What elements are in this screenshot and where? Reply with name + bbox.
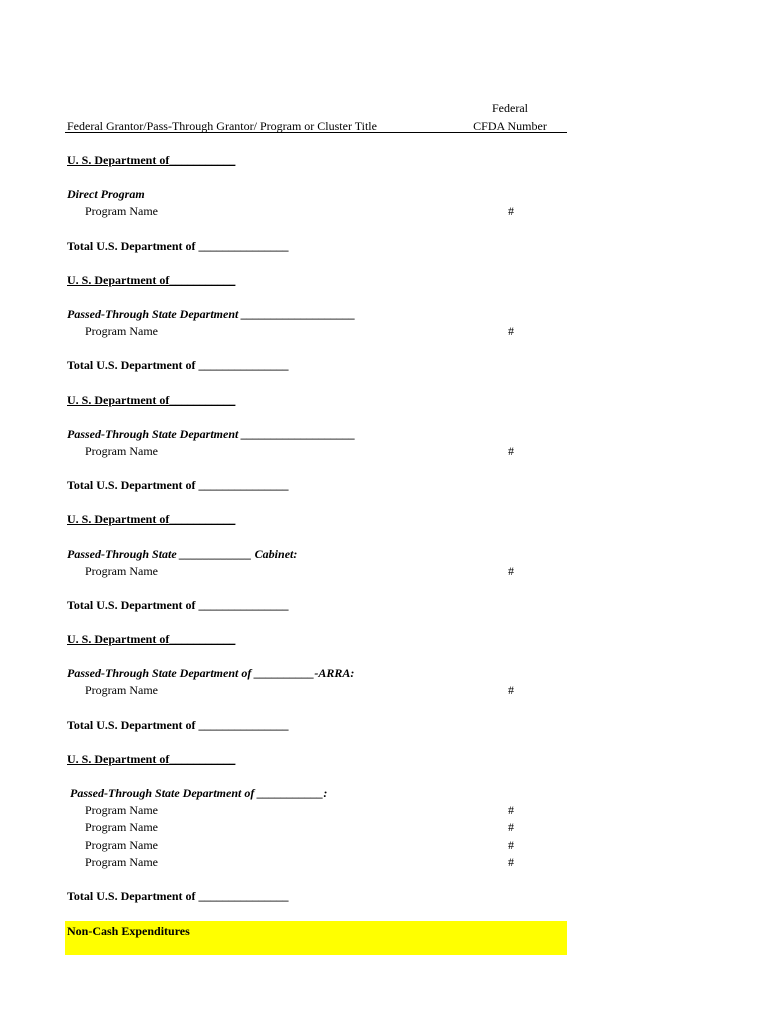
pass-through-heading: Passed-Through State Department of __________-ARRA: [67,666,355,680]
cfda-header-line2: CFDA Number [473,119,547,133]
department-total: Total U.S. Department of _______________ [67,598,289,612]
program-name: Program Name [85,444,158,458]
cfda-number: # [508,820,514,834]
pass-through-heading: Passed-Through State Department of ___________: [67,786,328,800]
pass-through-heading: Direct Program [67,187,145,201]
department-heading: U. S. Department of___________ [67,752,236,766]
pass-through-heading: Passed-Through State Department ___________________ [67,307,356,321]
program-name: Program Name [85,820,158,834]
program-name: Program Name [85,324,158,338]
department-total: Total U.S. Department of _______________ [67,239,289,253]
cfda-number: # [508,855,514,869]
non-cash-expenditures-label: Non-Cash Expenditures [67,924,190,938]
department-heading: U. S. Department of___________ [67,153,236,167]
program-name: Program Name [85,564,158,578]
program-name: Program Name [85,803,158,817]
cfda-header-line1: Federal [492,101,528,115]
department-total: Total U.S. Department of _______________ [67,478,289,492]
department-total: Total U.S. Department of _______________ [67,358,289,372]
cfda-number: # [508,564,514,578]
cfda-number: # [508,324,514,338]
cfda-number: # [508,683,514,697]
department-heading: U. S. Department of___________ [67,273,236,287]
program-name: Program Name [85,855,158,869]
grantor-column-header: Federal Grantor/Pass-Through Grantor/ Program or Cluster Title [67,119,377,133]
cfda-number: # [508,838,514,852]
program-name: Program Name [85,683,158,697]
department-total: Total U.S. Department of _______________ [67,889,289,903]
cfda-number: # [508,803,514,817]
cfda-number: # [508,204,514,218]
pass-through-heading: Passed-Through State Department ___________________ [67,427,356,441]
pass-through-heading: Passed-Through State ____________ Cabinet: [67,547,298,561]
department-heading: U. S. Department of___________ [67,512,236,526]
header-rule [65,132,567,133]
department-heading: U. S. Department of___________ [67,393,236,407]
program-name: Program Name [85,838,158,852]
department-total: Total U.S. Department of _______________ [67,718,289,732]
cfda-number: # [508,444,514,458]
program-name: Program Name [85,204,158,218]
department-heading: U. S. Department of___________ [67,632,236,646]
